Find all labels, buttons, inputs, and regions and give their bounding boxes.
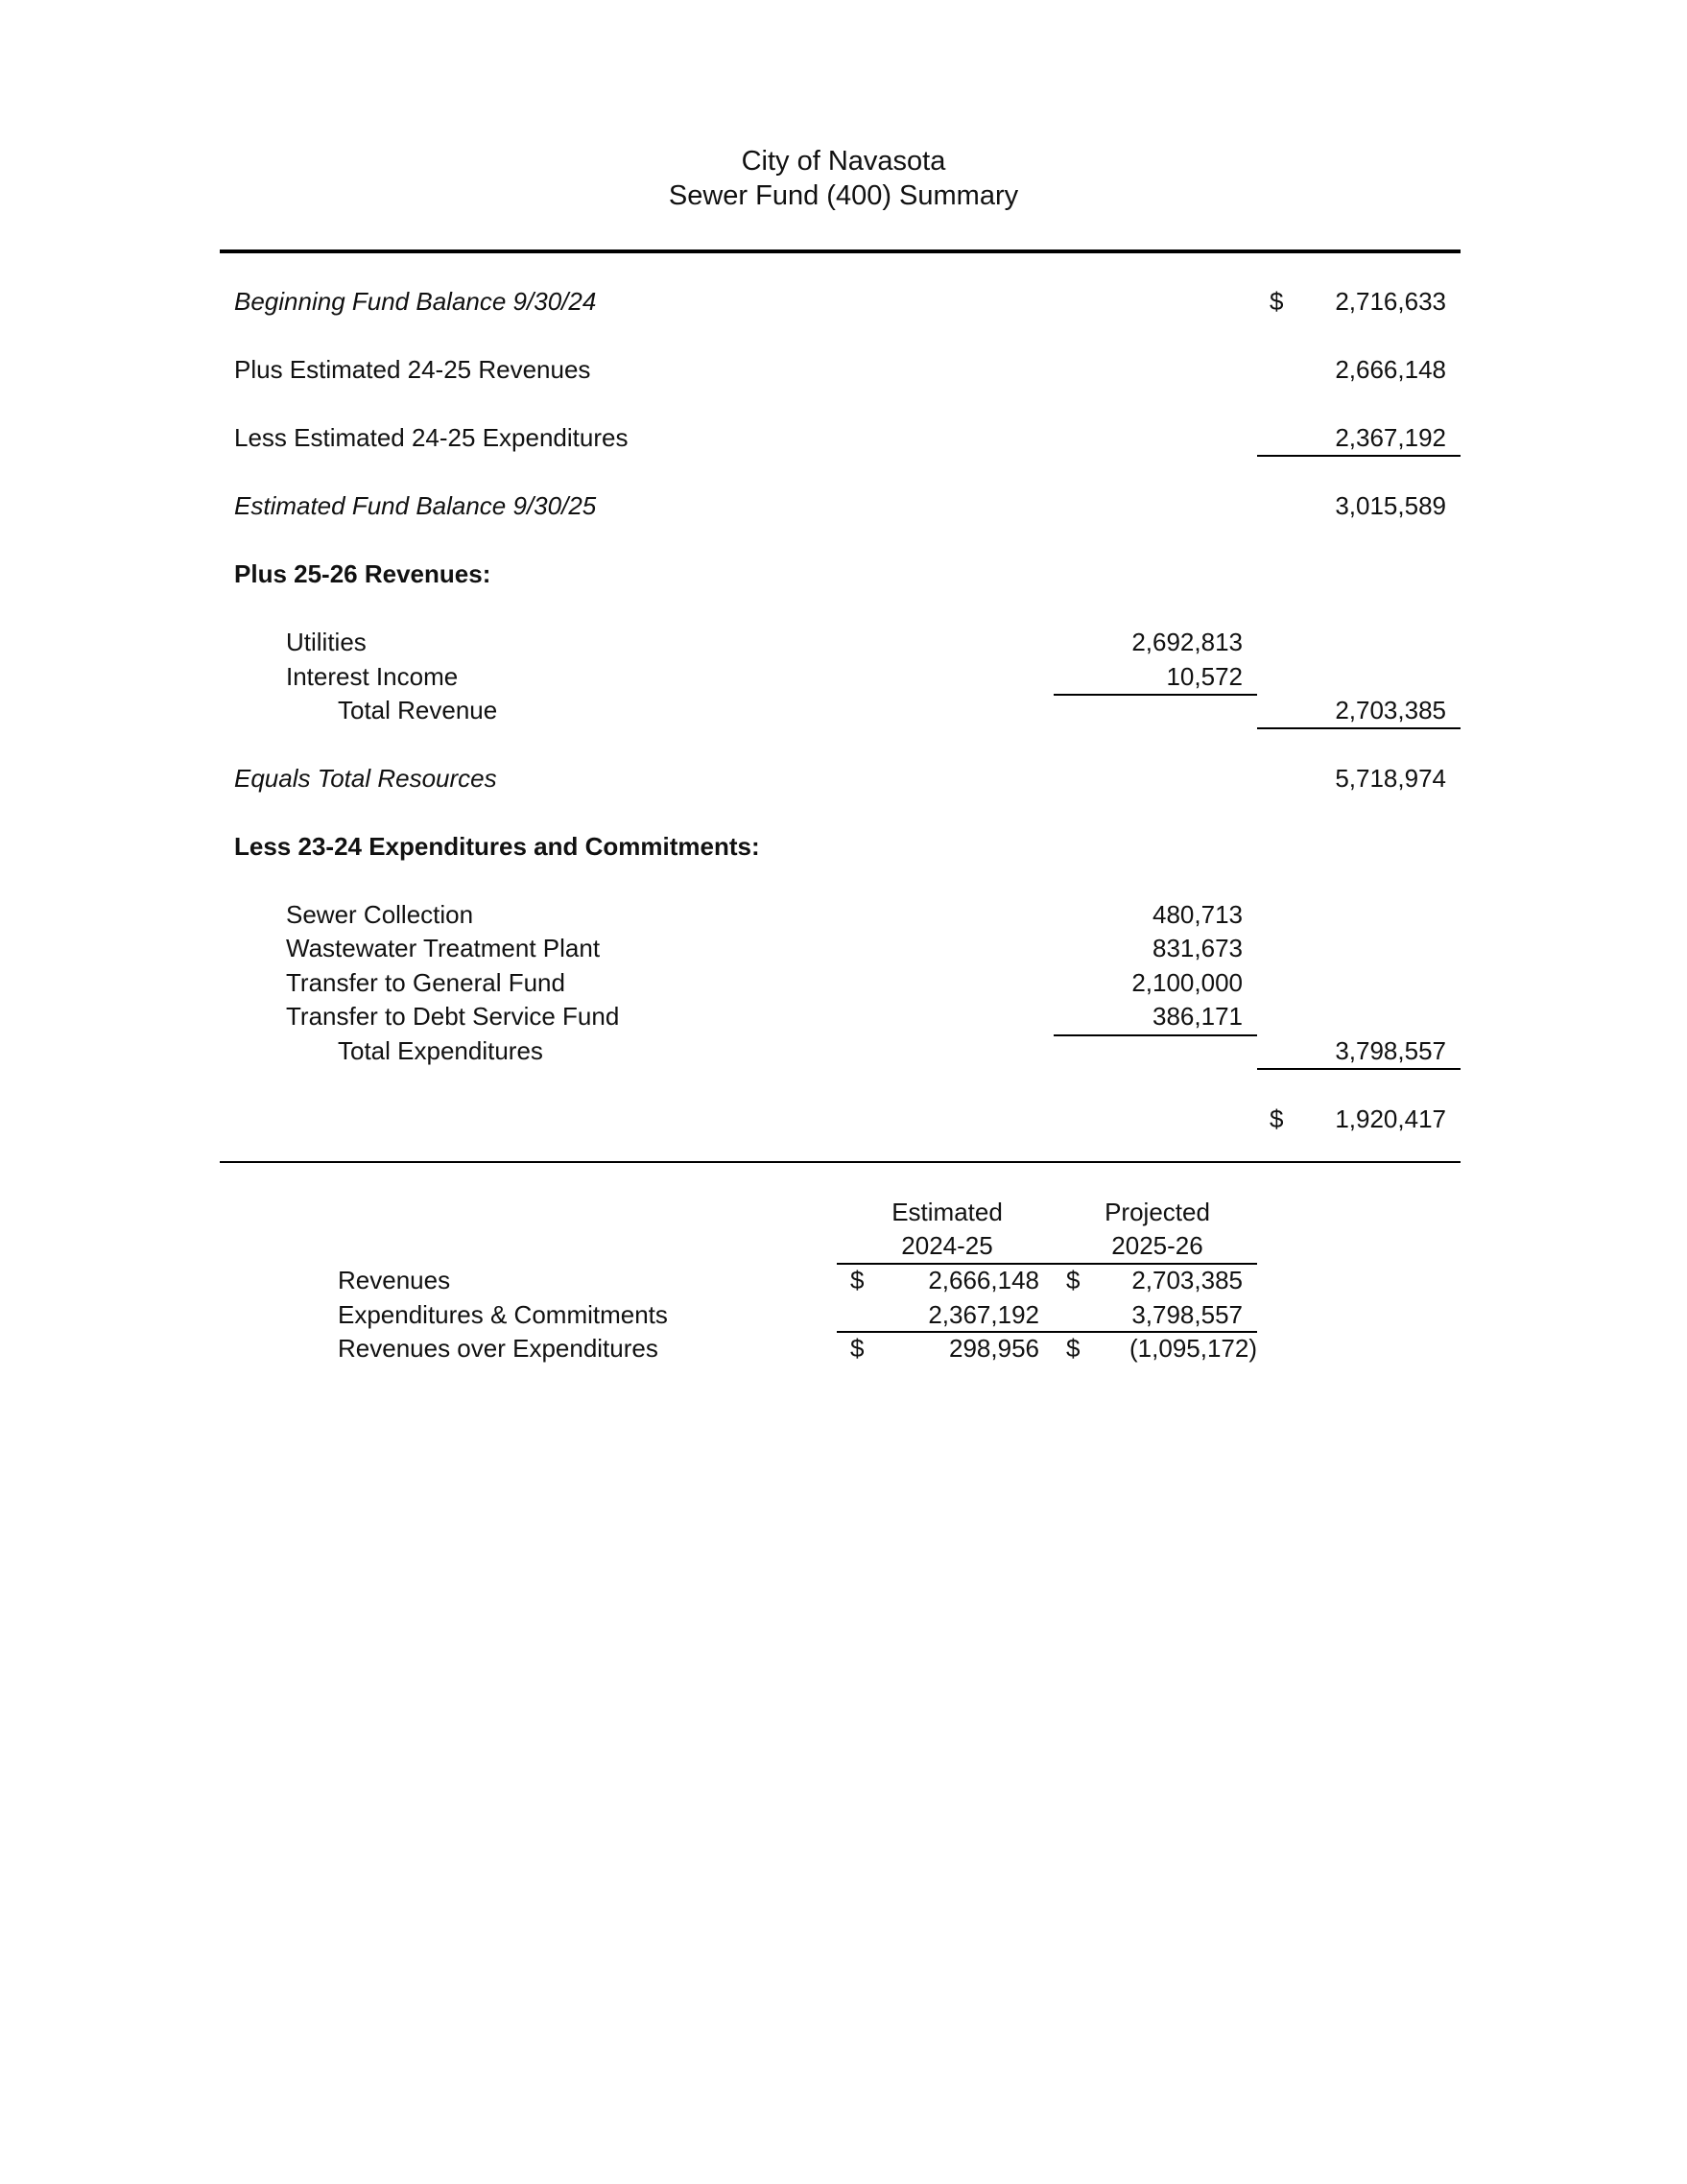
comparison-estimated-value: 298,956 [949,1334,1039,1363]
underline [1054,694,1257,696]
underline [1054,1034,1257,1036]
comparison-estimated-value: 2,367,192 [928,1300,1039,1329]
col-projected-year: 2025-26 [1111,1231,1203,1260]
top-rule [220,249,1461,253]
total-expenditures-label: Total Expenditures [338,1036,543,1065]
bottom-rule [220,1161,1461,1163]
expenditures-heading: Less 23-24 Expenditures and Commitments: [234,832,760,861]
underline [1257,455,1461,457]
comparison-currency: $ [850,1266,865,1294]
col-estimated-header: Estimated [891,1198,1003,1226]
comparison-row-label: Expenditures & Commitments [338,1300,668,1329]
beginning-balance-amount: 2,716,633 [1335,287,1446,316]
ending-balance-amount: 1,920,417 [1335,1104,1446,1133]
plus-est-revenues-label: Plus Estimated 24-25 Revenues [234,355,591,384]
est-fund-balance-label: Estimated Fund Balance 9/30/25 [234,491,597,520]
less-est-expenditures-amount: 2,367,192 [1335,423,1446,452]
expenditure-item-label: Wastewater Treatment Plant [286,934,601,962]
col-projected-header: Projected [1105,1198,1210,1226]
total-resources-label: Equals Total Resources [234,764,497,793]
revenue-item-amount: 2,692,813 [1131,628,1243,656]
revenue-item-label: Utilities [286,628,367,656]
underline [1257,727,1461,729]
comparison-row-label: Revenues [338,1266,451,1294]
expenditure-item-label: Sewer Collection [286,900,474,929]
total-expenditures-amount: 3,798,557 [1335,1036,1446,1065]
comparison-currency: $ [1066,1266,1081,1294]
fund-title: Sewer Fund (400) Summary [668,180,1019,211]
total-revenue-label: Total Revenue [338,696,498,724]
total-revenue-amount: 2,703,385 [1335,696,1446,724]
revenues-heading: Plus 25-26 Revenues: [234,559,491,588]
expenditure-item-label: Transfer to General Fund [286,968,565,997]
underline [1257,1068,1461,1070]
comparison-projected-value: 2,703,385 [1131,1266,1243,1294]
col-estimated-year: 2024-25 [901,1231,993,1260]
total-resources-amount: 5,718,974 [1335,764,1446,793]
expenditure-item-amount: 480,713 [1152,900,1243,929]
expenditure-item-amount: 386,171 [1152,1002,1243,1031]
city-title: City of Navasota [741,146,946,177]
expenditure-item-amount: 831,673 [1152,934,1243,962]
expenditure-item-label: Transfer to Debt Service Fund [286,1002,620,1031]
comparison-currency: $ [850,1334,865,1363]
revenue-item-amount: 10,572 [1166,662,1243,691]
comparison-row-label: Revenues over Expenditures [338,1334,658,1363]
comparison-currency: $ [1066,1334,1081,1363]
beginning-balance-currency: $ [1270,287,1284,316]
beginning-balance-label: Beginning Fund Balance 9/30/24 [234,287,597,316]
comparison-projected-value: 3,798,557 [1131,1300,1243,1329]
comparison-estimated-value: 2,666,148 [928,1266,1039,1294]
est-fund-balance-amount: 3,015,589 [1335,491,1446,520]
revenue-item-label: Interest Income [286,662,459,691]
plus-est-revenues-amount: 2,666,148 [1335,355,1446,384]
comparison-projected-value: (1,095,172) [1129,1334,1257,1363]
less-est-expenditures-label: Less Estimated 24-25 Expenditures [234,423,629,452]
expenditure-item-amount: 2,100,000 [1131,968,1243,997]
ending-balance-currency: $ [1270,1104,1284,1133]
